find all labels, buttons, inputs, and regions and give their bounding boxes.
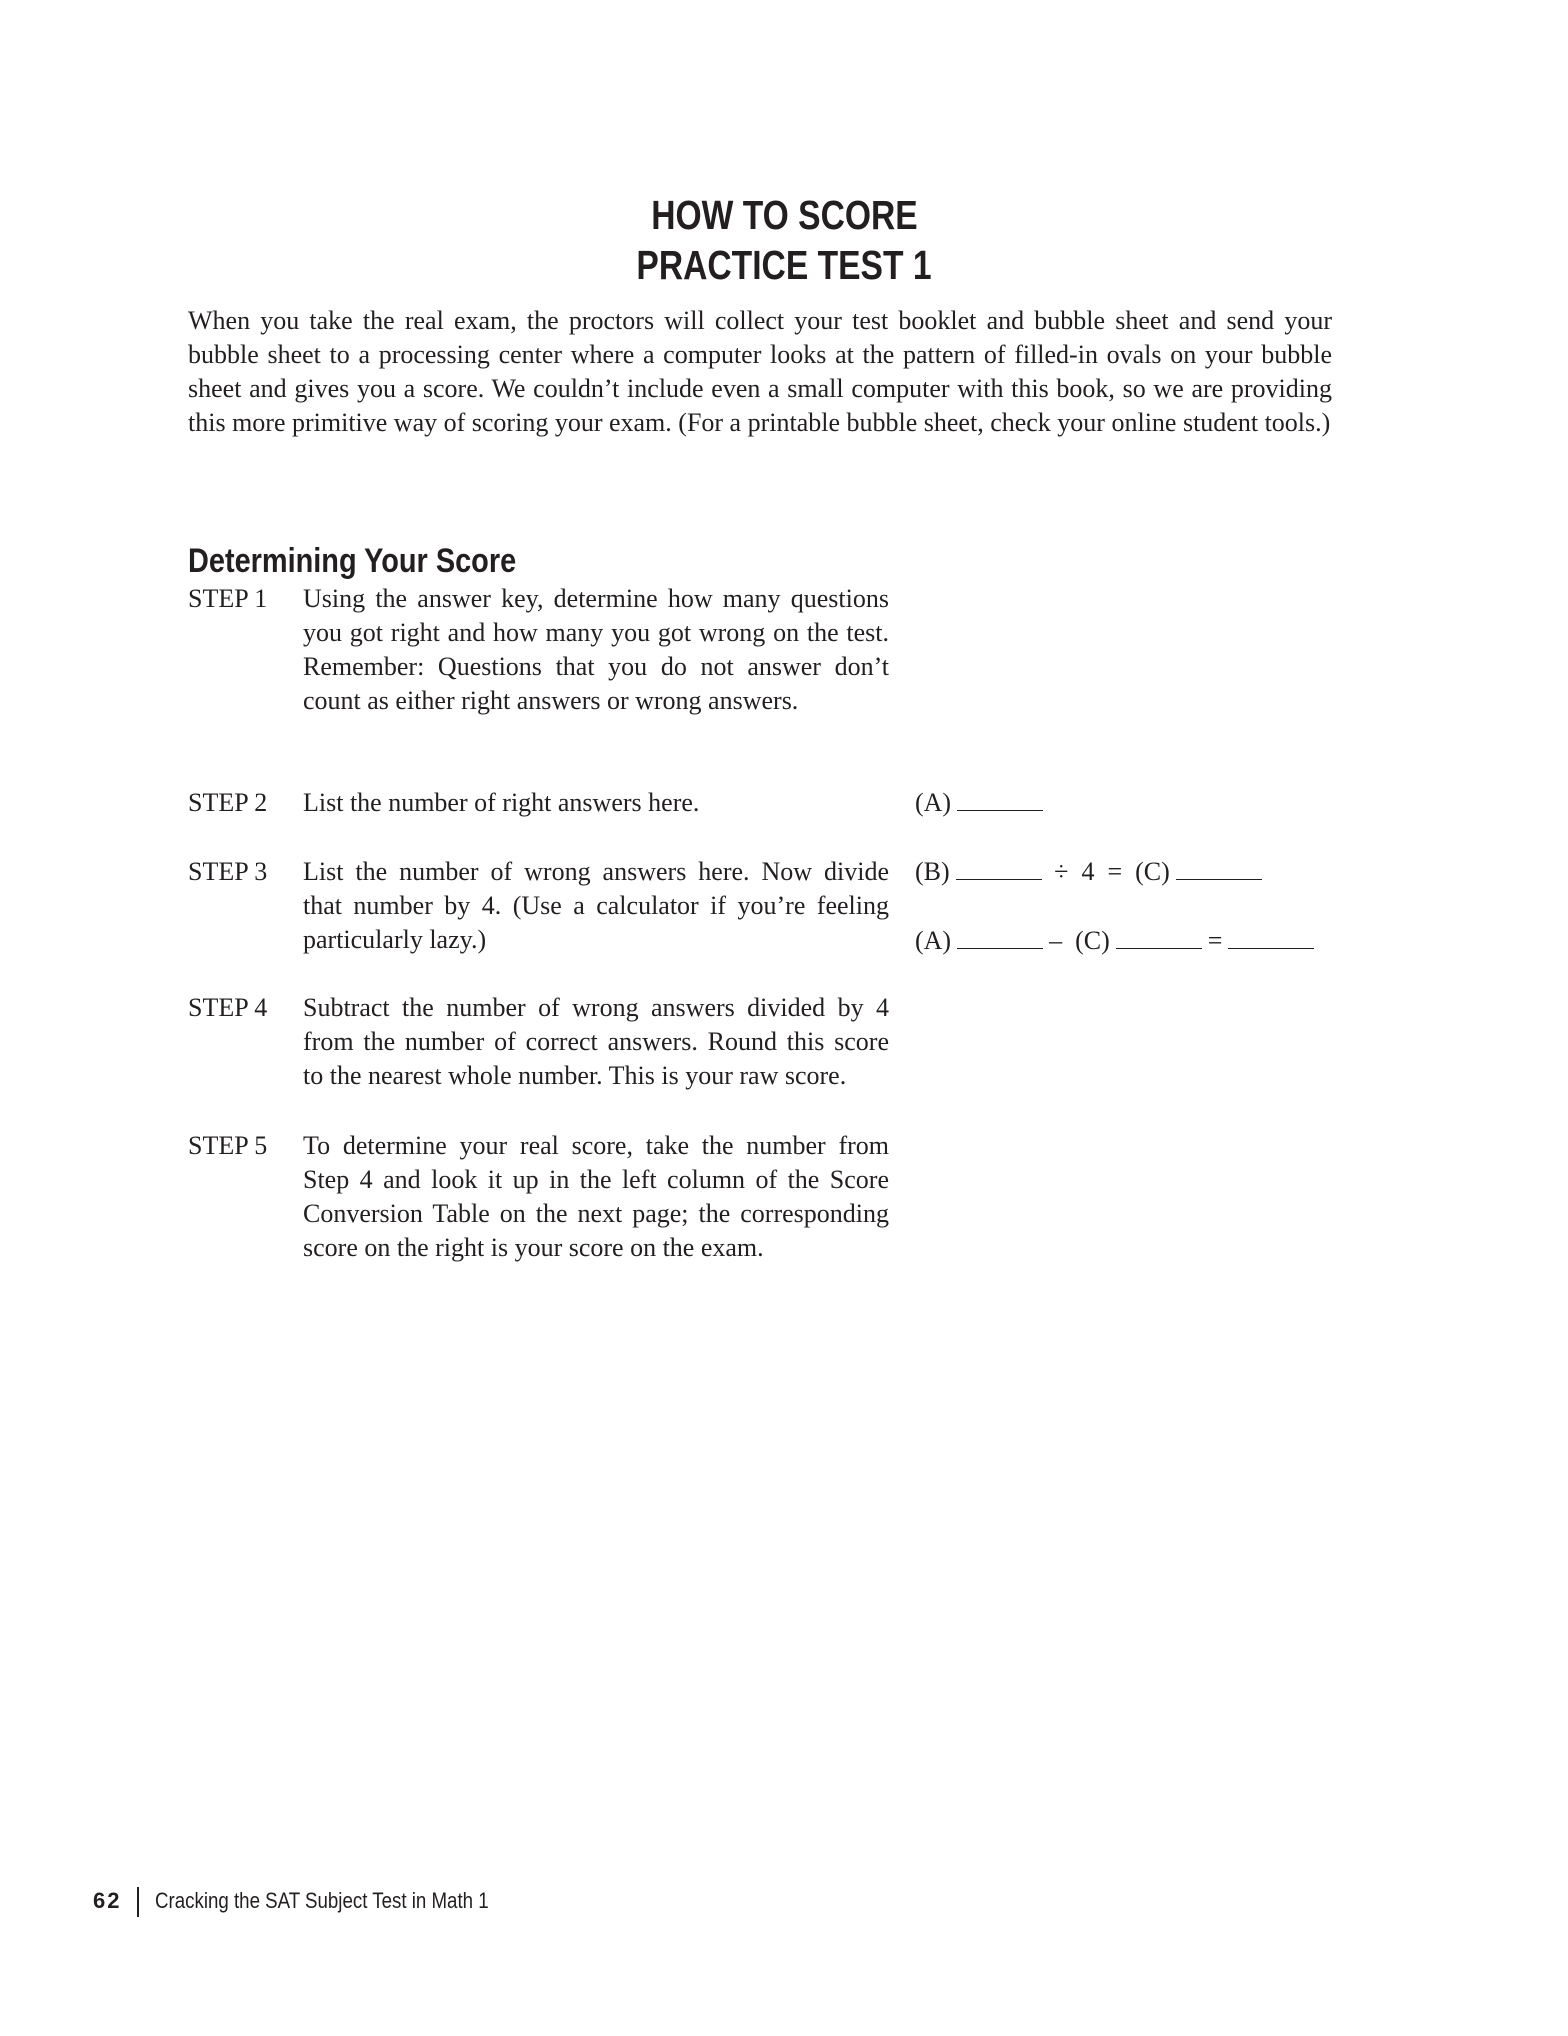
equals-sign: = (1207, 926, 1223, 955)
step-label: STEP 3 (188, 857, 268, 886)
step-text: List the number of wrong answers here. Now divide that number by 4. (Use a calculator if you’re feeling particularly lazy.) (303, 857, 889, 954)
label-a: (A) (915, 926, 952, 955)
blank-raw-score[interactable] (1228, 926, 1314, 949)
blank-b[interactable] (956, 857, 1042, 880)
book-title: Cracking the SAT Subject Test in Math 1 (154, 1888, 489, 1913)
divisor: 4 (1081, 857, 1095, 886)
step-label: STEP 2 (188, 788, 268, 817)
intro-paragraph: When you take the real exam, the proctors will collect your test booklet and bubble sheet and send your bubble sheet to a processing center where a computer looks at the pattern of filled-in ovals on your bubble sheet and gives you a score. We couldn’t include even a small computer with this book, so we are providing this more primitive way of scoring your exam. (For a printable bubble sheet, check your online student tools.) (188, 306, 1332, 437)
minus-sign: – (1049, 926, 1063, 955)
step-text: Using the answer key, determine how many questions you got right and how many you got wrong on the test. Remember: Questions that you do not answer don’t count as either right answers or wrong answers. (303, 584, 889, 715)
label-b: (B) (915, 857, 950, 886)
equation-subtract (915, 924, 1320, 958)
page-title-line1: HOW TO SCORE (650, 192, 918, 238)
blank-c[interactable] (1176, 857, 1262, 880)
equation-divide (915, 855, 1268, 889)
page-number: 62 (93, 1888, 122, 1913)
label-a: (A) (915, 788, 952, 817)
step-text: Subtract the number of wrong answers divided by 4 from the number of correct answers. Round this score to the nearest whole number. This is your raw score. (303, 993, 889, 1090)
footer-divider (137, 1887, 139, 1917)
equals-sign: = (1107, 857, 1123, 886)
page-title-line2: PRACTICE TEST 1 (636, 242, 932, 288)
blank-a[interactable] (957, 788, 1043, 811)
blank-a2[interactable] (957, 926, 1043, 949)
step-text: List the number of right answers here. (303, 788, 700, 817)
section-heading: Determining Your Score (188, 542, 517, 580)
label-c: (C) (1135, 857, 1170, 886)
divide-sign: ÷ (1054, 857, 1069, 886)
page-footer (93, 1886, 548, 1917)
step-text: To determine your real score, take the number from Step 4 and look it up in the left column of the Score Conversion Table on the next page; the corresponding score on the right is your score on the exam. (303, 1131, 889, 1262)
blank-c2[interactable] (1116, 926, 1202, 949)
step-label: STEP 1 (188, 584, 268, 613)
equation-right-answers (915, 786, 1049, 820)
step-label: STEP 4 (188, 993, 268, 1022)
label-c: (C) (1075, 926, 1110, 955)
step-label: STEP 5 (188, 1131, 268, 1160)
